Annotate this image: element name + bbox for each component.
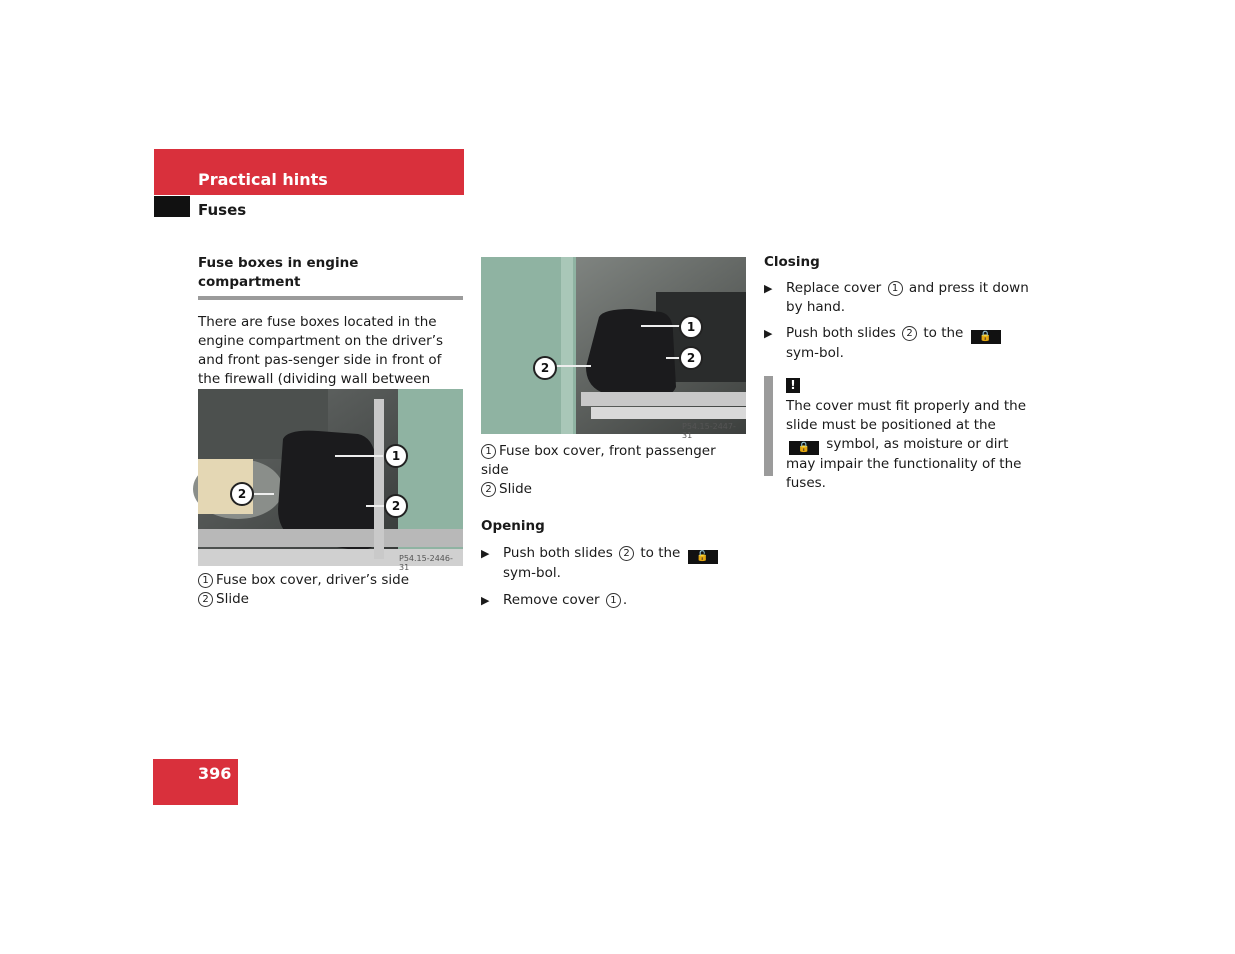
callout-1: 1 <box>679 315 703 339</box>
subsection-marker <box>154 196 190 217</box>
driver-side-fuse-box-photo <box>198 389 463 572</box>
caption-item: 1 Fuse box cover, driver’s side <box>198 571 463 590</box>
warning-sidebar <box>764 376 773 476</box>
passenger-side-photo-illustration <box>481 257 746 434</box>
closing-step: ▶ Replace cover 1 and press it down by hand. <box>764 280 1029 315</box>
caption-item: 2 Slide <box>198 590 463 609</box>
photo-code: P54.15-2447-31 <box>682 422 736 440</box>
opening-step: ▶ Remove cover 1 . <box>481 592 628 608</box>
left-captions <box>198 571 463 609</box>
lock-icon: 🔒 <box>971 330 1001 344</box>
page-number: 396 <box>198 764 232 783</box>
lock-icon: 🔒 <box>789 441 819 455</box>
bullet-triangle-icon: ▶ <box>764 327 773 340</box>
closing-heading: Closing <box>764 254 820 270</box>
bullet-triangle-icon: ▶ <box>481 594 490 607</box>
closing-step: ▶ Push both slides 2 to the 🔒 sym-bol. <box>764 324 1029 363</box>
callout-1: 1 <box>384 444 408 468</box>
section-title: Practical hints <box>198 170 328 189</box>
passenger-side-fuse-box-photo <box>481 257 746 440</box>
opening-step: ▶ Push both slides 2 to the 🔓 sym-bol. <box>481 544 746 583</box>
fuse-boxes-heading: Fuse boxes in engine compartment <box>198 254 463 300</box>
middle-column <box>481 442 746 610</box>
driver-side-photo-illustration <box>198 389 463 566</box>
caption-item: 1 Fuse box cover, front passenger side <box>481 443 716 478</box>
callout-2: 2 <box>533 356 557 380</box>
warning-icon: ! <box>786 378 800 393</box>
subsection-title: Fuses <box>198 201 247 219</box>
right-column <box>764 253 1029 363</box>
opening-heading: Opening <box>481 518 545 534</box>
photo-code: P54.15-2446-31 <box>399 554 453 572</box>
callout-2: 2 <box>230 482 254 506</box>
intro-paragraph: There are fuse boxes located in the engine compartment on the driver’s and front pas-senger side in front of the firewall (dividing wall between <box>198 314 444 387</box>
warning-box <box>786 376 1031 493</box>
unlock-icon: 🔓 <box>688 550 718 564</box>
bullet-triangle-icon: ▶ <box>764 282 773 295</box>
callout-2: 2 <box>679 346 703 370</box>
warning-text: The cover must fit properly and the slide must be positioned at the 🔒 symbol, as moisture or dirt may impair the functionality of the fuses. <box>786 398 1027 491</box>
caption-item: 2 Slide <box>481 480 746 499</box>
bullet-triangle-icon: ▶ <box>481 547 490 560</box>
callout-2: 2 <box>384 494 408 518</box>
